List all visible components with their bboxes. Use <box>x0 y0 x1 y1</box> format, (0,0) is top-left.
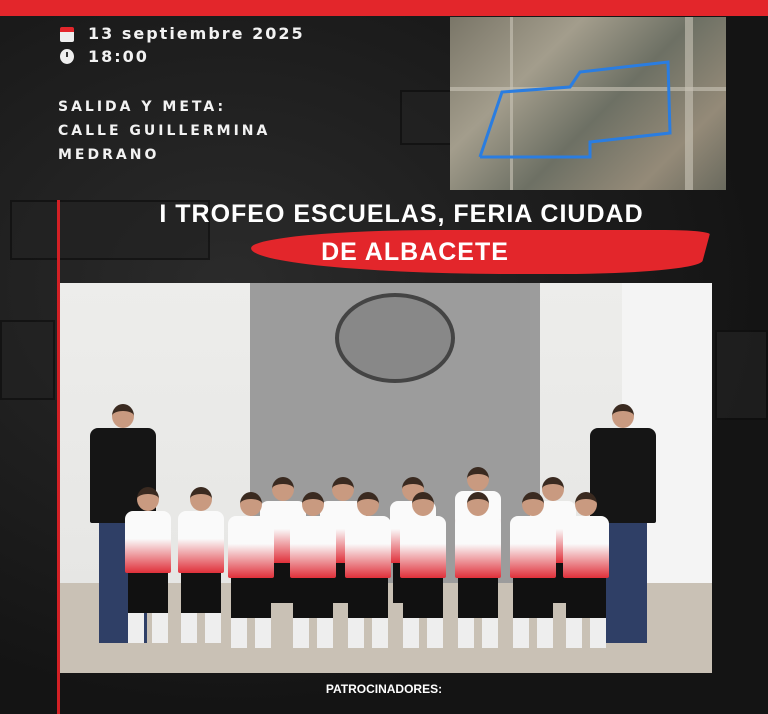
route-map <box>450 17 726 190</box>
rider <box>510 492 556 648</box>
event-time: 18:00 <box>88 47 149 66</box>
top-accent-bar <box>0 0 768 16</box>
rider <box>125 487 171 643</box>
route-path <box>450 17 726 190</box>
brick-texture <box>715 330 768 420</box>
team-photo <box>60 283 712 673</box>
rider <box>455 492 501 648</box>
rider <box>228 492 274 648</box>
event-title-line-2: DE ALBACETE <box>321 238 509 266</box>
event-title-line-1: I TROFEO ESCUELAS, FERIA CIUDAD <box>159 200 644 228</box>
rider <box>178 487 224 643</box>
brick-texture <box>0 320 55 400</box>
club-emblem <box>335 293 455 383</box>
rider <box>400 492 446 648</box>
location-line-2: MEDRANO <box>58 147 160 163</box>
rider <box>345 492 391 648</box>
rider <box>290 492 336 648</box>
calendar-icon <box>60 27 74 42</box>
start-finish-label: SALIDA Y META: <box>58 99 227 115</box>
sponsors-label: PATROCINADORES: <box>325 682 443 696</box>
rider <box>563 492 609 648</box>
clock-icon <box>60 49 74 64</box>
event-date: 13 septiembre 2025 <box>88 24 305 43</box>
location-line-1: CALLE GUILLERMINA <box>58 123 271 139</box>
start-finish-info <box>58 95 270 167</box>
